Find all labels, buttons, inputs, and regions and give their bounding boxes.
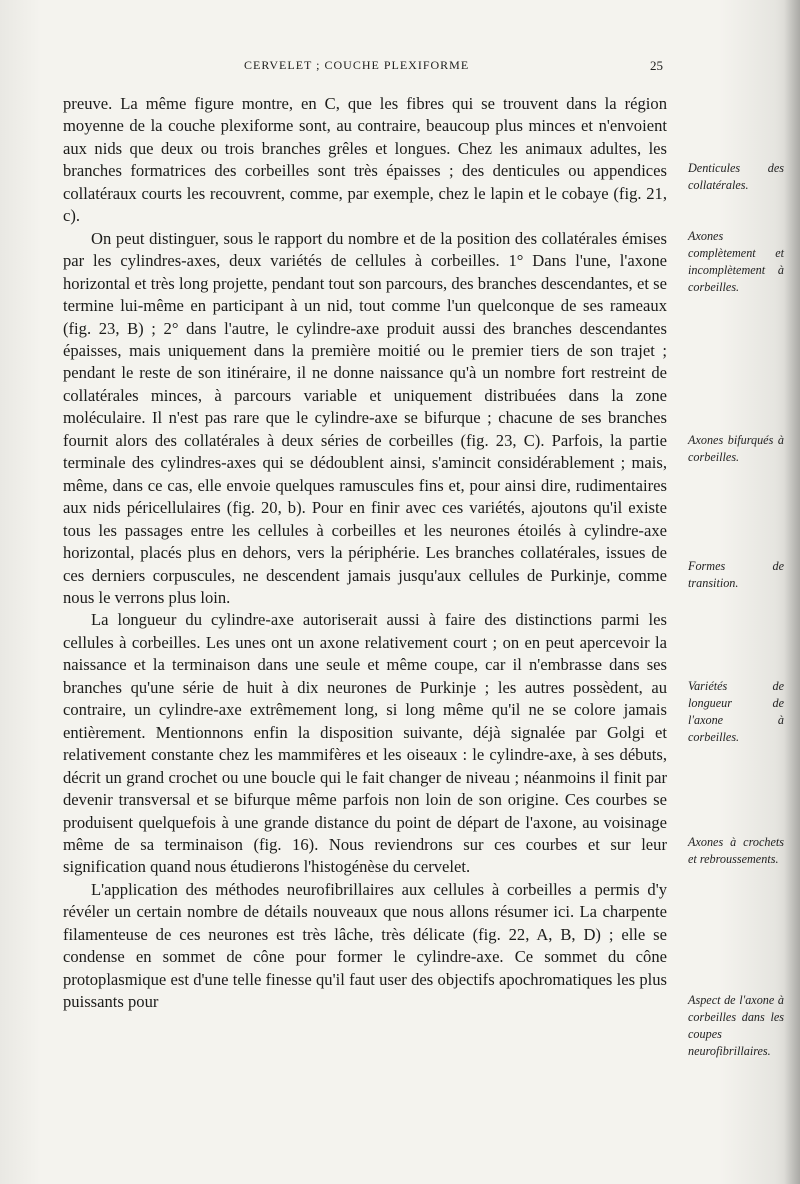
running-header: CERVELET ; COUCHE PLEXIFORME [244, 58, 470, 72]
paragraph: L'application des méthodes neurofibrillaires aux cellules à corbeilles a permis d'y révéler un certain nombre de détails nouveaux que nous allons résumer ici. La charpente filamenteuse de ces neurones est très lâche, très délicate (fig. 22, A, B, D) ; elle se condense en sommet de cône pour former le cylindre-axe. Ce sommet du cône protoplasmique est d'une telle finesse qu'il faut user des objectifs apochromatiques les plus puissants pour [63, 879, 667, 1012]
paragraph: preuve. La même figure montre, en C, que les fibres qui se trouvent dans la région moyenne de la couche plexiforme sont, au contraire, beaucoup plus minces et n'envoient aux nids que deux ou trois branches grêles et longues. Chez les animaux adultes, les branches formatrices des corbeilles sont très épaisses ; des denticules ou appendices collatéraux courts les recouvrent, comme, par exemple, chez le lapin et le cobaye (fig. 21, c). [63, 94, 667, 226]
page-gutter-shadow [784, 0, 800, 1184]
paragraph: On peut distinguer, sous le rapport du nombre et de la position des collatérales émises par les cylindres-axes, deux variétés de cellules à corbeilles. 1° Dans l'une, l'axone horizontal et très long projette, pendant tout son parcours, des branches descendantes, et se termine lui-même en participant à un nid, tout comme l'un quelconque de ses rameaux (fig. 23, B) ; 2° dans l'autre, le cylindre-axe produit aussi des branches descendantes épaisses, mais uniquement dans la première moitié ou le premier tiers de son trajet ; pendant le reste de son itinéraire, il ne donne naissance qu'à un nombre fort restreint de collatérales minces, à parcours variable et uniquement distribuées dans la zone moléculaire. Il n'est pas rare que le cylindre-axe se bifurque ; chacune de ses branches fournit alors des collatérales à deux séries de corbeilles (fig. 23, C). Parfois, la partie terminale des cylindres-axes qui se dédoublent ainsi, s'amincit considérablement ; mais, même, dans ce cas, elle envoie quelques ramuscules fins et, pour ainsi dire, rudimentaires aux nids péricellulaires (fig. 20, b). Pour en finir avec ces variétés, ajoutons qu'il existe tous les passages entre les cellules à corbeilles et les neurones étoilés à cylindre-axe horizontal, placés plus en dehors, vers la périphérie. Les branches collatérales, issues de ces derniers corpuscules, ne descendent jamais jusqu'aux cellules de Purkinje, comme nous le verrons plus loin. [63, 228, 667, 607]
margin-note: Axones complètement et incomplètement à corbeilles. [688, 229, 784, 294]
margin-note: Axones à crochets et rebroussements. [688, 835, 784, 866]
margin-note: Aspect de l'axone à corbeilles dans les coupes neurofibrillaires. [688, 993, 784, 1058]
margin-note: Denticules des collatérales. [688, 161, 784, 192]
page-number: 25 [650, 58, 663, 73]
paragraph: La longueur du cylindre-axe autoriserait aussi à faire des distinctions parmi les cellules à corbeilles. Les unes ont un axone relativement court ; on en peut apercevoir la naissance et la terminaison dans une seule et même coupe, car il n'embrasse dans ses branches qu'une série de huit à dix neurones de Purkinje ; les autres possèdent, au contraire, un cylindre-axe extrêmement long, si long même qu'il ne se colore jamais entièrement. Mentionnons enfin la disposition suivante, déjà signalée par Golgi et relativement constante chez les mammifères et les oiseaux : le cylindre-axe, à ses débuts, décrit un grand crochet ou une boucle qui le fait changer de niveau ; néanmoins il finit par devenir transversal et se bifurque même parfois non loin de son origine. Ces courbes se produisent quelquefois à une grande distance du point de départ de l'axone, au voisinage même de sa terminaison (fig. 16). Nous reviendrons sur ces courbes et sur leur signification quand nous étudierons l'histogénèse du cervelet. [63, 610, 667, 877]
margin-note: Variétés de longueur de l'axone à corbeilles. [688, 679, 784, 744]
margin-note: Formes de transition. [688, 559, 784, 590]
main-text [63, 93, 667, 1014]
margin-note: Axones bifurqués à corbeilles. [688, 433, 784, 464]
